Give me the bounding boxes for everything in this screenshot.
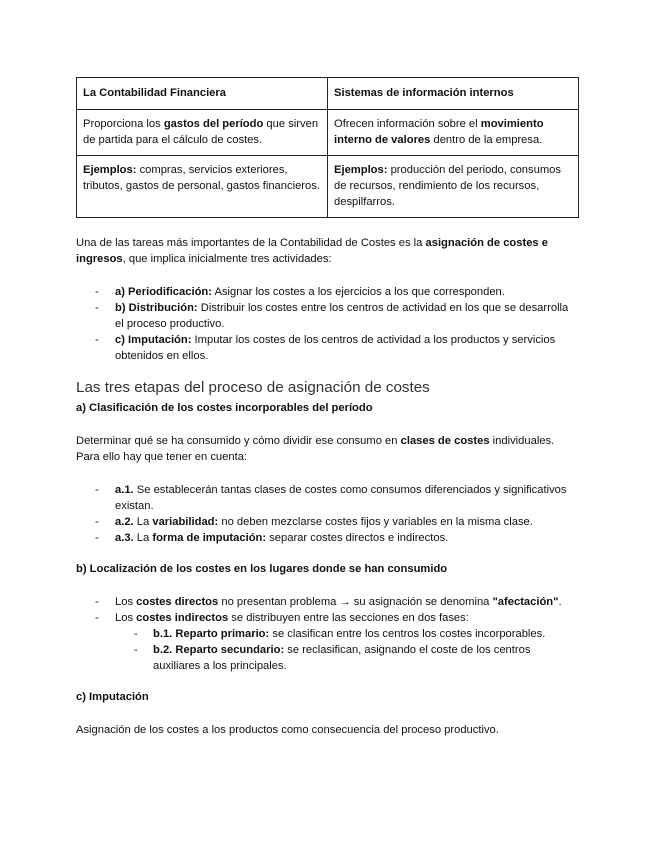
item-text: se reclasifican, asignando el coste de los centros auxiliares a los principales. [153, 644, 531, 672]
intro-bold: asignación de costes e ingresos [76, 237, 548, 265]
document-page [76, 77, 579, 738]
list-dash: - [95, 532, 99, 544]
list-dash: - [134, 628, 138, 640]
cell-bold-text: Ejemplos: [83, 164, 137, 176]
item-text: Se establecerán tantas clases de costes como consumos diferenciados y significativos existan. [115, 484, 567, 512]
list-dash: - [95, 334, 99, 346]
list-item [76, 610, 579, 674]
list-item [76, 332, 579, 364]
cell-bold-text: gastos del período [163, 118, 264, 130]
list-dash: - [95, 516, 99, 528]
comparison-table [76, 77, 579, 218]
table-cell [77, 110, 328, 156]
table-row [77, 156, 579, 218]
cell-text: dentro de la empresa. [430, 134, 543, 146]
cell-text: compras, servicios exteriores, tributos, gastos de personal, gastos financieros. [83, 164, 320, 192]
item-bold: a) Periodificación: [115, 286, 212, 298]
sub-list-item [76, 626, 579, 642]
stage-c-paragraph: Asignación de los costes a los productos como consecuencia del proceso productivo. [76, 724, 499, 736]
item-text: Los [115, 612, 137, 624]
item-bold: forma de imputación: [152, 532, 267, 544]
activities-list [76, 284, 579, 364]
item-bold: b.1. Reparto primario: [153, 628, 270, 640]
list-dash: - [95, 612, 99, 624]
item-bold: costes indirectos [136, 612, 229, 624]
section-title: Las tres etapas del proceso de asignación de costes [76, 379, 430, 396]
stage-b-sublist [76, 626, 579, 674]
table-row [77, 110, 579, 156]
stage-b-title: b) Localización de los costes en los lugares donde se han consumido [76, 563, 448, 575]
item-bold: b) Distribución: [115, 302, 198, 314]
item-text: . [558, 596, 562, 608]
list-dash: - [95, 286, 99, 298]
item-bold: c) Imputación: [115, 334, 192, 346]
item-bold: a.3. [115, 532, 134, 544]
stage-c-title: c) Imputación [76, 691, 149, 703]
table-header-cell: La Contabilidad Financiera [77, 78, 328, 110]
item-bold: b.2. Reparto secundario: [153, 644, 285, 656]
cell-text: Proporciona los [83, 118, 164, 130]
list-dash: - [134, 644, 138, 656]
list-item [76, 482, 579, 514]
list-dash: - [95, 302, 99, 314]
item-text: Los [115, 596, 137, 608]
intro-paragraph [76, 235, 579, 267]
list-item [76, 514, 579, 530]
list-item [76, 284, 579, 300]
list-item [76, 530, 579, 546]
item-text: Distribuir los costes entre los centros de actividad en los que se desarrolla el proceso productivo. [115, 302, 569, 330]
item-bold: "afectación" [492, 596, 559, 608]
para-text: individuales. Para ello hay que tener en cuenta: [76, 435, 555, 463]
stage-b-list [76, 594, 579, 674]
stage-a-title: a) Clasificación de los costes incorporables del período [76, 402, 373, 414]
item-text: separar costes directos e indirectos. [266, 532, 449, 544]
list-item [76, 300, 579, 332]
table-cell [328, 110, 579, 156]
stage-a-list [76, 482, 579, 546]
para-bold: clases de costes [400, 435, 490, 447]
stage-a-paragraph [76, 433, 579, 465]
item-bold: a.1. [115, 484, 134, 496]
table-cell [328, 156, 579, 218]
cell-bold-text: movimiento interno de valores [334, 118, 544, 146]
cell-bold-text: Ejemplos: [334, 164, 388, 176]
para-text: Determinar qué se ha consumido y cómo dividir ese consumo en [76, 435, 401, 447]
item-text: no deben mezclarse costes fijos y variables en la misma clase. [218, 516, 533, 528]
sub-list-item [76, 642, 579, 674]
item-text: Asignar los costes a los ejercicios a los que corresponden. [211, 286, 505, 298]
table-header-row [77, 78, 579, 110]
item-text: La [133, 516, 153, 528]
item-text: se distribuyen entre las secciones en dos fases: [228, 612, 469, 624]
cell-text: que sirven de partida para el cálculo de costes. [83, 118, 319, 146]
intro-text: Una de las tareas más importantes de la Contabilidad de Costes es la [76, 237, 426, 249]
item-text: se clasifican entre los centros los costes incorporables. [269, 628, 546, 640]
item-text: no presentan problema → su asignación se denomina [218, 596, 493, 608]
item-text: Imputar los costes de los centros de actividad a los productos y servicios obtenidos en ellos. [115, 334, 556, 362]
list-dash: - [95, 596, 99, 608]
table-header-cell: Sistemas de información internos [328, 78, 579, 110]
cell-text: producción del periodo, consumos de recursos, rendimiento de los recursos, despilfarros. [334, 164, 561, 208]
item-bold: costes directos [136, 596, 219, 608]
list-item [76, 594, 579, 610]
item-bold: variabilidad: [152, 516, 219, 528]
item-text: La [133, 532, 153, 544]
list-dash: - [95, 484, 99, 496]
table-cell [77, 156, 328, 218]
cell-text: Ofrecen información sobre el [334, 118, 481, 130]
intro-text: , que implica inicialmente tres actividades: [122, 253, 332, 265]
item-bold: a.2. [115, 516, 134, 528]
